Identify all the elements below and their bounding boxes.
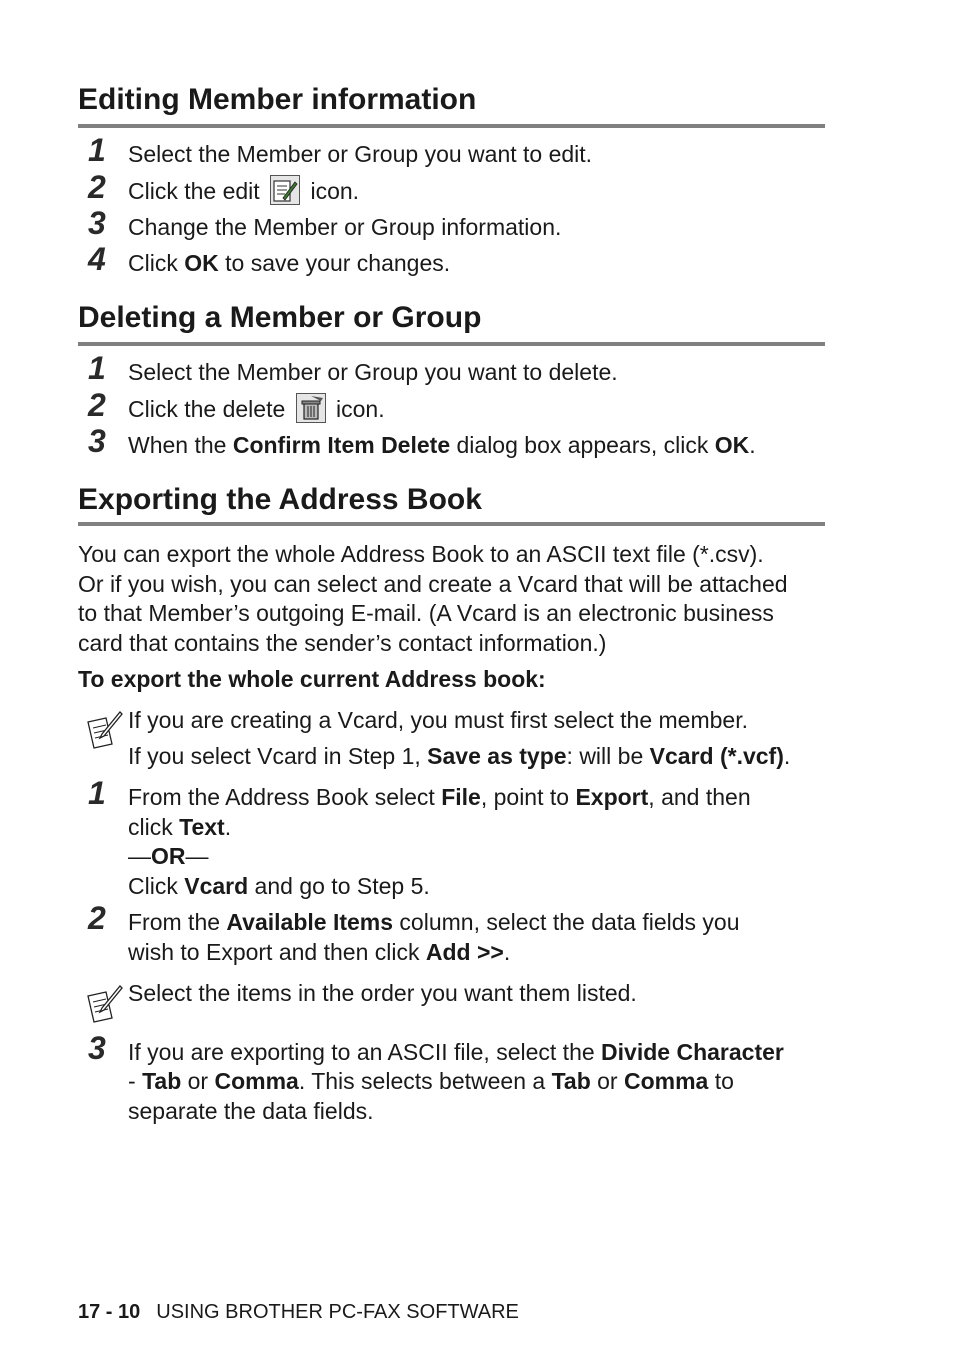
paragraph-line: Or if you wish, you can select and create a Vcard that will be attached bbox=[78, 571, 788, 597]
delete-icon bbox=[296, 393, 326, 423]
page-number: 17 - 10 bbox=[78, 1301, 141, 1323]
paragraph-line: card that contains the sender’s contact information.) bbox=[78, 630, 607, 656]
step-text: Change the Member or Group information. bbox=[128, 214, 562, 240]
step-text: Select the Member or Group you want to delete. bbox=[128, 359, 618, 385]
step-number: 1 bbox=[88, 350, 106, 386]
step-number: 2 bbox=[88, 169, 106, 205]
heading-rule bbox=[78, 522, 825, 526]
step-text: When the Confirm Item Delete dialog box appears, click OK. bbox=[128, 432, 756, 458]
step-number: 1 bbox=[88, 132, 106, 168]
step-text: - Tab or Comma. This selects between a Tab or Comma to bbox=[128, 1068, 734, 1094]
step-number: 3 bbox=[88, 205, 106, 241]
step-text: Click OK to save your changes. bbox=[128, 250, 451, 276]
note-pencil-icon bbox=[84, 708, 124, 750]
step-text: separate the data fields. bbox=[128, 1098, 374, 1124]
step-text: Click Vcard and go to Step 5. bbox=[128, 873, 430, 899]
step-text: From the Available Items column, select the data fields you bbox=[128, 909, 740, 935]
note-text: Select the items in the order you want them listed. bbox=[128, 980, 637, 1006]
heading-deleting: Deleting a Member or Group bbox=[78, 301, 482, 334]
step-text: Select the Member or Group you want to edit. bbox=[128, 141, 593, 167]
heading-exporting: Exporting the Address Book bbox=[78, 483, 482, 516]
step-text: From the Address Book select File, point to Export, and then bbox=[128, 784, 751, 810]
step-text: If you are exporting to an ASCII file, select the Divide Character bbox=[128, 1039, 784, 1065]
edit-icon bbox=[270, 175, 300, 205]
note-text: If you are creating a Vcard, you must first select the member. bbox=[128, 707, 748, 733]
note-pencil-icon bbox=[84, 982, 124, 1024]
or-separator: —OR— bbox=[128, 843, 209, 869]
page-footer bbox=[78, 1300, 519, 1324]
step-text: click Text. bbox=[128, 814, 232, 840]
step-number: 2 bbox=[88, 387, 106, 423]
heading-rule bbox=[78, 124, 825, 128]
paragraph-line: to that Member’s outgoing E-mail. (A Vcard is an electronic business bbox=[78, 600, 774, 626]
paragraph-line: You can export the whole Address Book to an ASCII text file (*.csv). bbox=[78, 541, 764, 567]
step-number: 4 bbox=[88, 241, 106, 277]
heading-editing: Editing Member information bbox=[78, 83, 477, 116]
subheading: To export the whole current Address book: bbox=[78, 666, 546, 692]
step-text: Click the delete icon. bbox=[128, 394, 828, 424]
footer-title: USING BROTHER PC-FAX SOFTWARE bbox=[156, 1301, 519, 1323]
step-number: 3 bbox=[88, 423, 106, 459]
heading-rule bbox=[78, 342, 825, 346]
step-number: 1 bbox=[88, 775, 106, 811]
note-text: If you select Vcard in Step 1, Save as type: will be Vcard (*.vcf). bbox=[128, 743, 791, 769]
step-text: Click the edit icon. bbox=[128, 176, 828, 206]
step-number: 2 bbox=[88, 900, 106, 936]
step-text: wish to Export and then click Add >>. bbox=[128, 939, 511, 965]
step-number: 3 bbox=[88, 1030, 106, 1066]
